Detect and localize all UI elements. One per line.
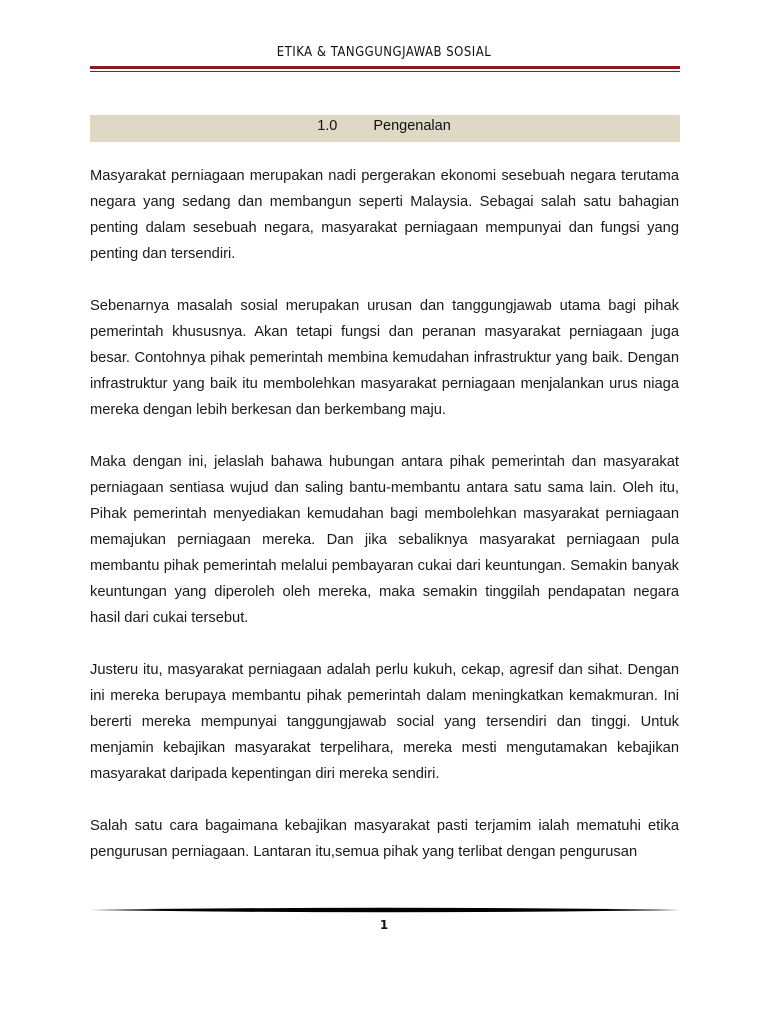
paragraph-2: Sebenarnya masalah sosial merupakan urusan dan tanggungjawab utama bagi pihak pemerintah khususnya. Akan tetapi fungsi dan peranan masyarakat perniagaan juga besar. Contohnya pihak pemerintah membina kemudahan infrastruktur yang baik. Dengan infrastruktur yang baik itu membolehkan masyarakat perniagaan menjalankan urus niaga mereka dengan lebih berkesan dan berkembang maju. [90,298,679,418]
header-rule-thin [90,71,680,72]
header-rule-thick [90,66,680,69]
running-header-title: ETIKA & TANGGUNGJAWAB SOSIAL [276,45,492,60]
paragraph-5: Salah satu cara bagaimana kebajikan masyarakat pasti terjamim ialah mematuhi etika pengurusan perniagaan. Lantaran itu,semua pihak yang terlibat dengan pengurusan [90,818,679,860]
body-text [90,163,679,865]
paragraph-4: Justeru itu, masyarakat perniagaan adalah perlu kukuh, cekap, agresif dan sihat. Dengan ini mereka berupaya membantu pihak pemerintah dalam meningkatkan kemakmuran. Ini bererti mereka mempunyai tanggungjawab social yang tersendiri dan tinggi. Untuk menjamin kebajikan masyarakat terpelihara, mereka mesti mengutamakan kebajikan masyarakat daripada kepentingan diri mereka sendiri. [90,662,679,782]
section-number: 1.0 [317,118,338,134]
paragraph-1: Masyarakat perniagaan merupakan nadi pergerakan ekonomi sesebuah negara terutama negara yang sedang dan membangun seperti Malaysia. Sebagai salah satu bahagian penting dalam sesebuah negara, masyarakat perniagaan mempunyai dan fungsi yang penting dan tersendiri. [90,168,679,262]
section-title: Pengenalan [373,118,451,134]
section-heading [0,118,768,134]
page-number: 1 [379,918,389,932]
paragraph-3: Maka dengan ini, jelaslah bahawa hubungan antara pihak pemerintah dan masyarakat perniagaan sentiasa wujud dan saling bantu-membantu antara satu sama lain. Oleh itu, Pihak pemerintah menyediakan kemudahan bagi membolehkan masyarakat perniagaan memajukan perniagaan mereka. Dan jika sebaliknya masyarakat perniagaan pula membantu pihak pemerintah melalui pembayaran cukai dari keuntungan. Semakin banyak keuntungan yang diperoleh oleh mereka, maka semakin tinggilah pendapatan negara hasil dari cukai tersebut. [90,454,679,626]
footer-rule [90,907,680,913]
